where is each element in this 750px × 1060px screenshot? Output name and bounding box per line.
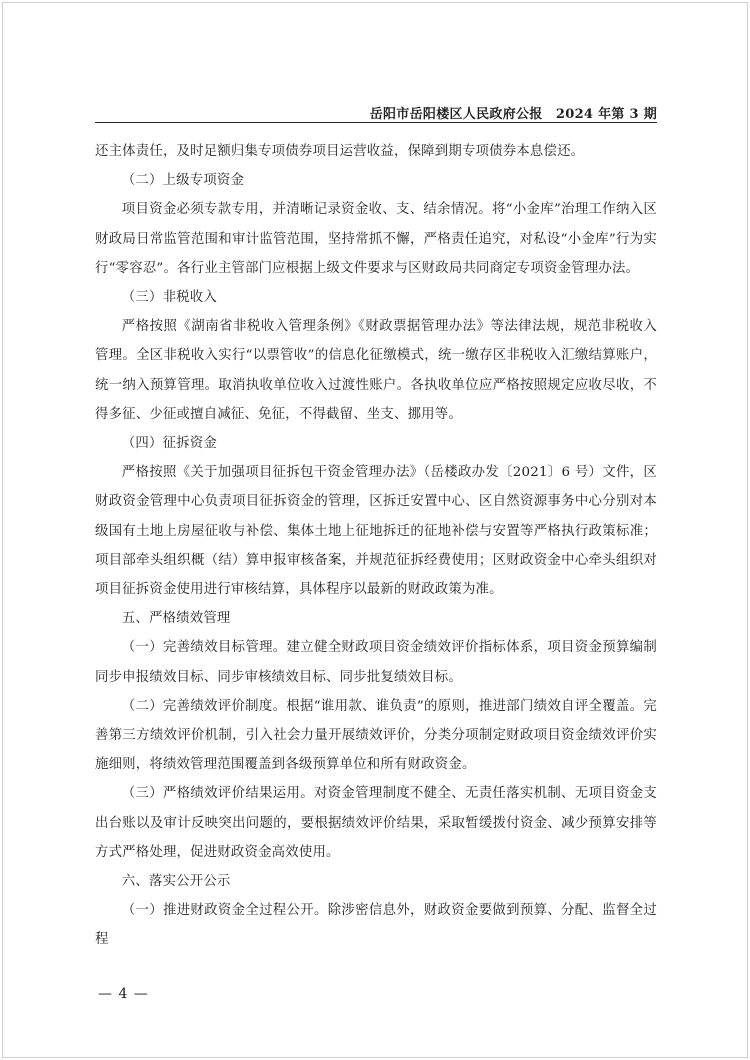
page-number: — 4 — [98,986,149,1002]
section-heading: （三）非税收入 [121,290,217,306]
paragraph: 还主体责任，及时足额归集专项债券项目运营收益，保障到期专项债券本息偿还。 [95,144,585,159]
paragraph: （三）严格绩效评价结果运用。对资金管理制度不健全、无责任落实机制、无项目资金支出台账以及审计反映突出问题的，要根据绩效评价结果，采取暂缓拨付资金、减少预算安排等方式严格处理，促进财政资金高效使用。 [95,786,657,860]
section-heading: （二）上级专项资金 [121,173,245,189]
paragraph: （一）完善绩效目标管理。建立健全财政项目资金绩效评价指标体系，项目资金预算编制同步申报绩效目标、同步审核绩效目标、同步批复绩效目标。 [95,640,657,685]
bulletin-header: 岳阳市岳阳楼区人民政府公报 2024 年第 3 期 [369,107,657,122]
paragraph: 严格按照《关于加强项目征拆包干资金管理办法》（岳楼政办发〔2021〕6 号）文件，区财政资金管理中心负责项目征拆资金的管理，区拆迁安置中心、区自然资源事务中心分别对本级国有土地上房屋征收与补偿、集体土地上征地拆迁的征地补偿与安置等严格执行政策标准；项目部牵头组织概（结）算申报审核备案，并规范征拆经费使用；区财政资金中心牵头组织对项目征拆资金使用进行审核结算，具体程序以最新的财政政策为准。 [95,465,657,598]
section-heading: 五、严格绩效管理 [121,611,231,627]
section-heading: 六、落实公开公示 [121,874,231,890]
paragraph: （二）完善绩效评价制度。根据“谁用款、谁负责”的原则，推进部门绩效自评全覆盖。完善第三方绩效评价机制，引入社会力量开展绩效评价，分类分项制定财政项目资金绩效评价实施细则，将绩效管理范围覆盖到各级预算单位和所有财政资金。 [95,698,657,773]
paragraph: （一）推进财政资金全过程公开。除涉密信息外，财政资金要做到预算、分配、监督全过程 [95,903,657,948]
paragraph: 项目资金必须专款专用，并清晰记录资金收、支、结余情况。将“小金库”治理工作纳入区财政局日常监管范围和审计监管范围，坚持常抓不懈，严格责任追究，对私设“小金库”行为实行“零容忍”。各行业主管部门应根据上级文件要求与区财政局共同商定专项资金管理办法。 [95,202,657,276]
document-body [95,137,657,955]
section-heading: （四）征拆资金 [121,436,217,452]
header-rule [95,122,657,123]
paragraph: 严格按照《湖南省非税收入管理条例》《财政票据管理办法》等法律法规，规范非税收入管理。全区非税收入实行“以票管收”的信息化征缴模式，统一缴存区非税收入汇缴结算账户，统一纳入预算管理。取消执收单位收入过渡性账户。各执收单位应严格按照规定应收尽收，不得多征、少征或擅自减征、免征，不得截留、坐支、挪用等。 [95,319,657,422]
